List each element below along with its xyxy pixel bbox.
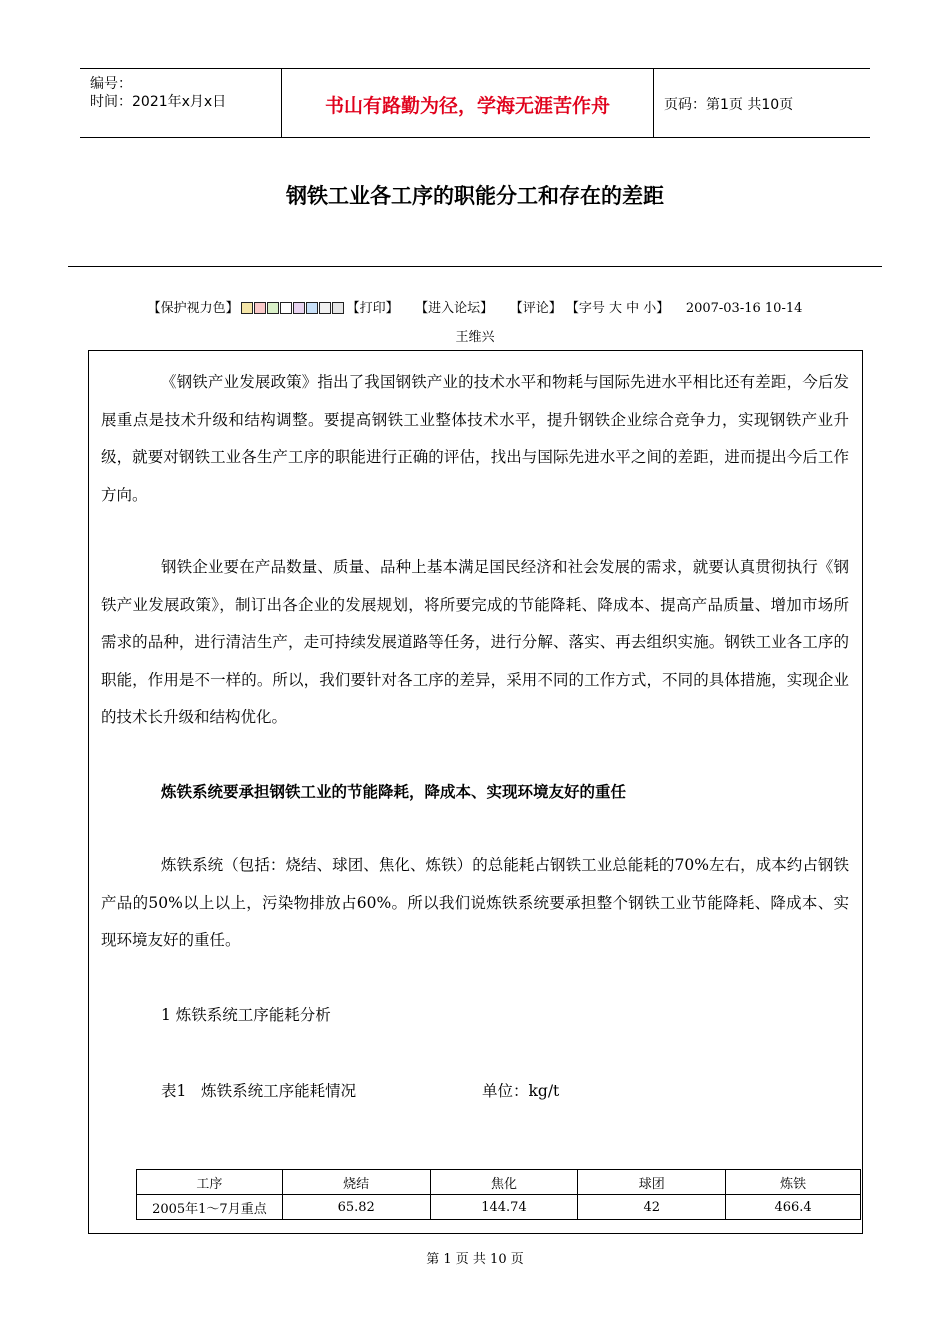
- color-swatch[interactable]: [254, 302, 266, 314]
- table-cell: 466.4: [726, 1195, 861, 1220]
- header-right-cell: [654, 69, 870, 137]
- page-info: 页码：第1页 共10页: [664, 97, 794, 113]
- print-link[interactable]: 【打印】: [346, 301, 399, 316]
- table-header-cell: 焦化: [430, 1170, 578, 1195]
- section-title: 1 炼铁系统工序能耗分析: [161, 1006, 331, 1024]
- article-body: [88, 350, 863, 1234]
- color-swatch[interactable]: [332, 302, 344, 314]
- paragraph-1: 《钢铁产业发展政策》指出了我国钢铁产业的技术水平和物耗与国际先进水平相比还有差距，今后发展重点是技术升级和结构调整。要提高钢铁工业整体技术水平，提升钢铁企业综合竞争力，实现钢铁产业升级，就要对钢铁工业各生产工序的职能进行正确的评估，找出与国际先进水平之间的差距，进而提出今后工作方向。: [101, 373, 849, 504]
- paragraph-2: 钢铁企业要在产品数量、质量、品种上基本满足国民经济和社会发展的需求，就要认真贯彻执行《钢铁产业发展政策》，制订出各企业的发展规划，将所要完成的节能降耗、降成本、提高产品质量、增加市场所需求的品种，进行清洁生产，走可持续发展道路等任务，进行分解、落实、再去组织实施。钢铁工业各工序的职能，作用是不一样的。所以，我们要针对各工序的差异，采用不同的工作方式，不同的具体措施，实现企业的技术长升级和结构优化。: [101, 558, 849, 726]
- section-heading: 炼铁系统要承担钢铁工业的节能降耗，降成本、实现环境友好的重任: [161, 783, 627, 801]
- number-label: 编号：: [90, 76, 132, 92]
- table-unit: 单位：kg/t: [482, 1082, 560, 1100]
- table-cell: 144.74: [430, 1195, 578, 1220]
- eye-color-label: 【保护视力色】: [147, 301, 239, 316]
- color-swatches: [241, 302, 345, 318]
- comment-link[interactable]: 【评论】: [509, 301, 562, 316]
- motto: 书山有路勤为径，学海无涯苦作舟: [324, 95, 610, 117]
- table-cell: 42: [578, 1195, 726, 1220]
- color-swatch[interactable]: [241, 302, 253, 314]
- font-size-control[interactable]: 【字号 大 中 小】: [565, 301, 670, 316]
- color-swatch[interactable]: [293, 302, 305, 314]
- color-swatch[interactable]: [319, 302, 331, 314]
- table-caption: 表1 炼铁系统工序能耗情况: [161, 1082, 357, 1100]
- table-cell: 2005年1～7月重点: [137, 1195, 283, 1220]
- table-header-cell: 炼铁: [726, 1170, 861, 1195]
- table-header-row: [137, 1170, 861, 1195]
- time-label: 时间：2021年x月x日: [90, 94, 227, 110]
- color-swatch[interactable]: [280, 302, 292, 314]
- table-header-cell: 工序: [137, 1170, 283, 1195]
- title-divider: [68, 266, 882, 267]
- publish-datetime: 2007-03-16 10-14: [685, 301, 803, 316]
- table-header-cell: 烧结: [282, 1170, 430, 1195]
- table-row: [137, 1195, 861, 1220]
- page-footer: 第 1 页 共 10 页: [426, 1252, 524, 1267]
- author: 王维兴: [455, 330, 495, 345]
- article-toolbar: [0, 297, 950, 318]
- header-motto-cell: [282, 69, 654, 137]
- header-left-cell: [80, 69, 282, 137]
- table-cell: 65.82: [282, 1195, 430, 1220]
- table-header-cell: 球团: [578, 1170, 726, 1195]
- color-swatch[interactable]: [306, 302, 318, 314]
- energy-table: [136, 1169, 861, 1220]
- paragraph-3: 炼铁系统（包括：烧结、球团、焦化、炼铁）的总能耗占钢铁工业总能耗的70%左右，成本约占钢铁产品的50%以上以上，污染物排放占60%。所以我们说炼铁系统要承担整个钢铁工业节能降耗、降成本、实现环境友好的重任。: [101, 856, 849, 949]
- color-swatch[interactable]: [267, 302, 279, 314]
- page-title: 钢铁工业各工序的职能分工和存在的差距: [286, 184, 664, 208]
- forum-link[interactable]: 【进入论坛】: [415, 301, 494, 316]
- document-header: [80, 68, 870, 138]
